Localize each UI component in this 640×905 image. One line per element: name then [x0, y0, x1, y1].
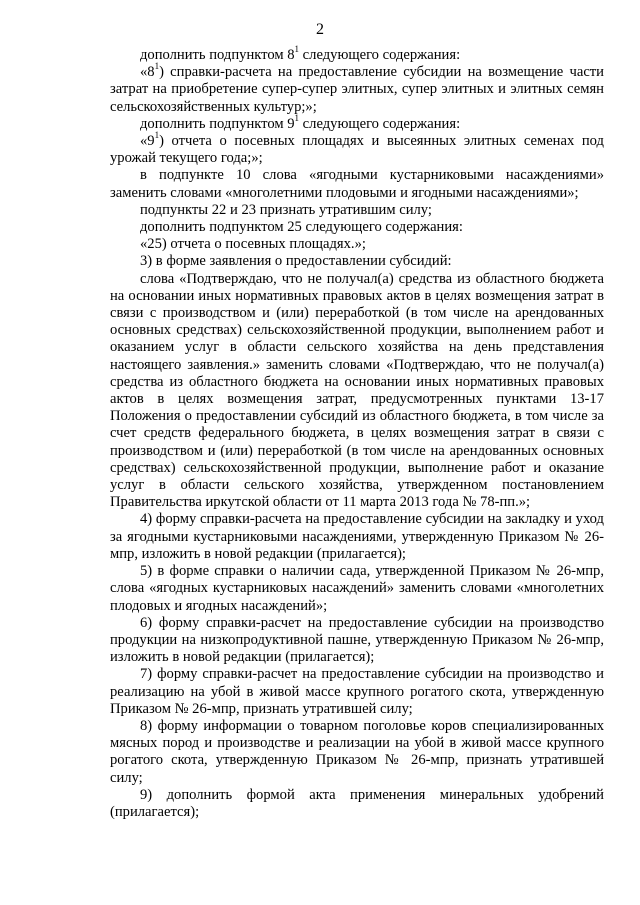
- paragraph-6: подпункты 22 и 23 признать утратившим силу;: [140, 201, 432, 218]
- paragraph-1: дополнить подпунктом $8^1$ следующего содержания:: [140, 44, 461, 63]
- paragraph-15: 8) форму информации о товарном поголовье коров специализированных мясных пород и производстве и реализации на убой в живой массе крупного рогатого скота, утвержденную Приказом № 26-мпр, признать утратившей силу;: [110, 717, 604, 786]
- paragraph-2: «$8^1$) справки-расчета на предоставление субсидии на возмещение части затрат на приобретение супер-супер элитных, супер элитных и элитных семян сельскохозяйственных культур;»;: [110, 61, 604, 115]
- paragraph-16: 9) дополнить формой акта применения минеральных удобрений (прилагается);: [110, 786, 604, 820]
- paragraph-9: 3) в форме заявления о предоставлении субсидий:: [140, 253, 452, 270]
- paragraph-3: дополнить подпунктом $9^1$ следующего содержания:: [140, 112, 461, 132]
- paragraph-7: дополнить подпунктом 25 следующего содержания:: [140, 219, 463, 236]
- paragraph-4: «$9^1$) отчета о посевных площадях и высеянных элитных семенах под урожай текущего года;»;: [110, 130, 604, 167]
- paragraph-5: в подпункте 10 слова «ягодными кустарниковыми насаждениями» заменить словами «многолетними плодовыми и ягодными насаждениями»;: [110, 167, 604, 201]
- paragraph-14: 7) форму справки-расчет на предоставление субсидии на производство и реализацию на убой в живой массе крупного рогатого скота, утвержденную Приказом № 26-мпр, признать утратившей силу;: [110, 666, 604, 717]
- page-number: 2: [316, 21, 324, 38]
- paragraph-13: 6) форму справки-расчет на предоставление субсидии на производство продукции на низкопродуктивной пашне, утвержденную Приказом № 26-мпр, изложить в новой редакции (прилагается);: [110, 614, 604, 666]
- paragraph-11: 4) форму справки-расчета на предоставление субсидии на закладку и уход за ягодными кустарниковыми насаждениями, утвержденную Приказом № 26-мпр, изложить в новой редакции (прилагается);: [110, 511, 604, 562]
- paragraph-12: 5) в форме справки о наличии сада, утвержденной Приказом № 26-мпр, слова «ягодных кустарниковых насаждений» заменить словами «многолетних плодовых и ягодных насаждений»;: [110, 563, 604, 614]
- paragraph-10: слова «Подтверждаю, что не получал(а) средства из областного бюджета на основании иных нормативных правовых актов в целях возмещения затрат в связи с производством и (или) переработкой (в том числе на арендованных основных средствах) сельскохозяйственной продукции, выполнением работ и оказанием услуг в области сельского хозяйства на день представления настоящего заявления.» заменить словами «Подтверждаю, что не получал(а) средства из областного бюджета на основании иных нормативных правовых актов в целях возмещения затрат, предусмотренных пунктами 13-17 Положения о предоставлении субсидий из областного бюджета, в том числе за счет средств федерального бюджета, в целях возмещения затрат в связи с производством и (или) переработкой (в том числе на арендованных основных средствах) сельскохозяйственной продукции, выполнение работ и оказание услуг в области сельского хозяйства, утвержденном постановлением Правительства иркутской области от 11 марта 2013 года № 78-пп.»;: [110, 270, 604, 511]
- paragraph-8: «25) отчета о посевных площадях.»;: [140, 236, 366, 253]
- document-body: [110, 44, 604, 821]
